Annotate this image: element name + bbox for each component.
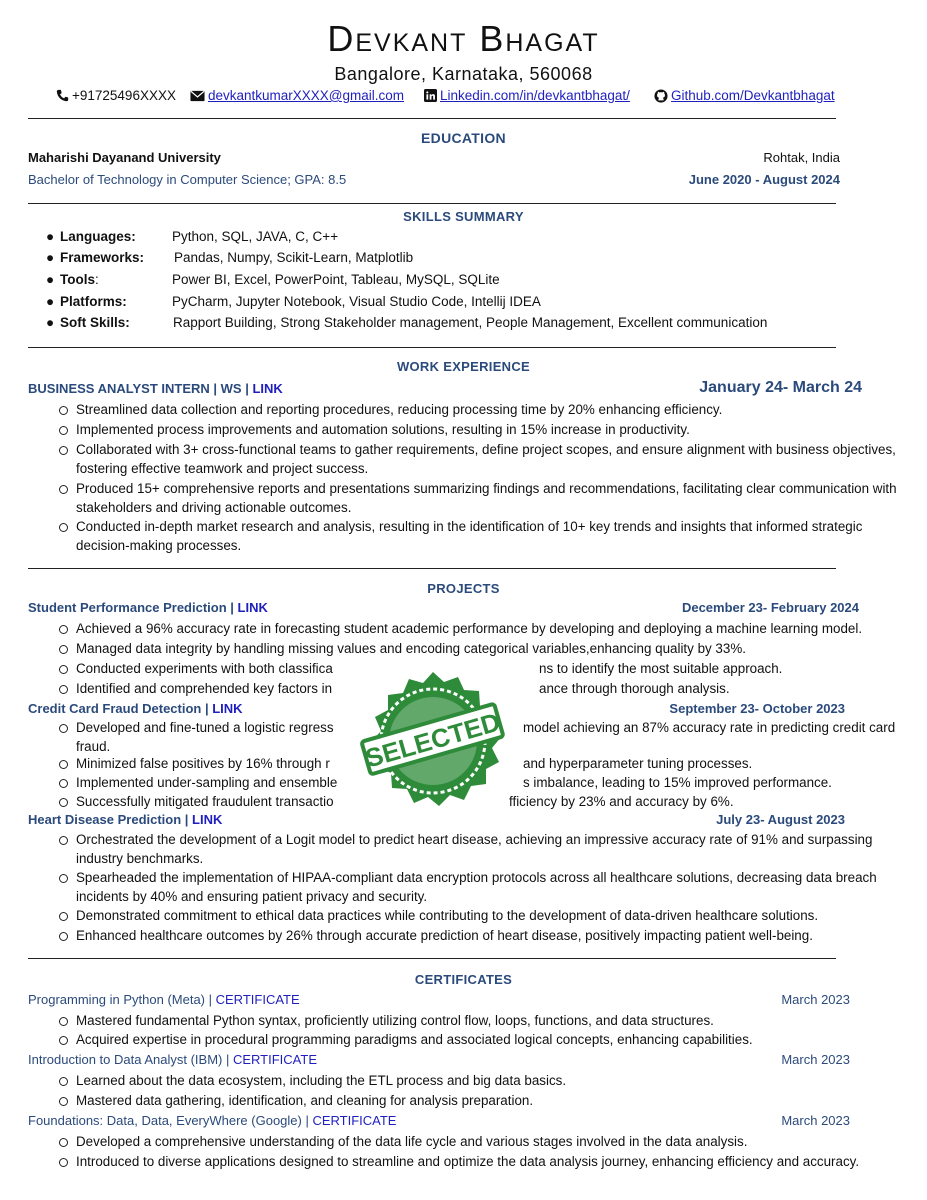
divider (28, 203, 836, 204)
envelope-icon (190, 90, 205, 102)
list-item: Conducted experiments with both classifica ns to identify the most suitable approach. (76, 660, 910, 679)
list-item: Identified and comprehended key factors in ance through thorough analysis. (76, 680, 910, 699)
certificate-link[interactable]: CERTIFICATE (232, 1052, 317, 1067)
project-dates: September 23- October 2023 (669, 701, 845, 716)
skill-label: Frameworks: (60, 250, 145, 265)
github-link[interactable]: Github.com/Devkantbhagat (671, 88, 835, 103)
list-item: Managed data integrity by handling missing values and encoding categorical variables,enhancing quality by 33%. (76, 640, 910, 659)
certificate-link[interactable]: CERTIFICATE (215, 992, 300, 1007)
list-item: Enhanced healthcare outcomes by 26% through accurate prediction of heart disease, positively impacting patient well-being. (76, 927, 910, 946)
selected-stamp (360, 670, 506, 816)
skill-label: Tools: (60, 272, 99, 287)
project-title: Heart Disease Prediction | LINK (28, 812, 223, 827)
phone-number: +91725496XXXX (72, 88, 176, 103)
list-item: Demonstrated commitment to ethical data practices while contributing to the development of data-driven healthcare solutions. (76, 907, 910, 926)
list-item: Orchestrated the development of a Logit model to predict heart disease, achieving an impressive accuracy rate of 91% and surpassing industry benchmarks. (76, 831, 910, 868)
phone-contact (56, 88, 176, 103)
linkedin-link[interactable]: Linkedin.com/in/devkantbhagat/ (440, 88, 630, 103)
github-contact[interactable] (654, 88, 835, 103)
projects-heading: PROJECTS (427, 581, 500, 596)
certificates-heading: CERTIFICATES (414, 972, 513, 987)
project-dates: December 23- February 2024 (681, 600, 859, 615)
divider (28, 958, 836, 959)
list-item: Learned about the data ecosystem, including the ETL process and big data basics. (76, 1072, 910, 1091)
education-dates: June 2020 - August 2024 (688, 172, 840, 187)
certificate-title: Introduction to Data Analyst (IBM) | CERTIFICATE (28, 1052, 317, 1067)
project-title: Student Performance Prediction | LINK (28, 600, 268, 615)
phone-icon (56, 89, 69, 102)
project-dates: July 23- August 2023 (716, 812, 845, 827)
linkedin-icon (424, 89, 437, 102)
school-location: Rohtak, India (763, 150, 840, 165)
skill-label: Platforms: (60, 294, 127, 309)
list-item: Spearheaded the implementation of HIPAA-compliant data encryption protocols across all healthcare solutions, decreasing data breach incidents by 40% and ensuring patient privacy and security. (76, 869, 910, 906)
list-item: Introduced to diverse applications designed to streamline and optimize the data analysis journey, enhancing efficiency and accuracy. (76, 1153, 910, 1172)
contact-row (56, 88, 876, 106)
work-heading: WORK EXPERIENCE (396, 359, 531, 374)
list-item: Implemented under-sampling and ensemble s imbalance, leading to 15% improved performance. (76, 774, 910, 793)
skill-label: Soft Skills: (60, 315, 130, 330)
email-link[interactable]: devkantkumarXXXX@gmail.com (208, 88, 405, 103)
project-link[interactable]: LINK (192, 812, 223, 827)
work-link[interactable]: LINK (252, 381, 283, 396)
divider (28, 568, 836, 569)
skill-label: Languages: (60, 229, 136, 244)
list-item: Streamlined data collection and reporting procedures, reducing processing time by 20% enhancing efficiency. (76, 401, 910, 420)
list-item: Acquired expertise in procedural programming paradigms and associated logical concepts, enhancing capabilities. (76, 1031, 910, 1050)
list-item: Developed a comprehensive understanding of the data life cycle and various stages involved in the data analysis. (76, 1133, 910, 1152)
education-heading: EDUCATION (421, 130, 506, 146)
list-item: Mastered data gathering, identification, and cleaning for analysis preparation. (76, 1092, 910, 1111)
list-item: Achieved a 96% accuracy rate in forecasting student academic performance by developing and deploying a machine learning model. (76, 620, 910, 639)
certificate-date: March 2023 (781, 1113, 850, 1128)
work-dates: January 24- March 24 (699, 379, 862, 396)
address: Bangalore, Karnataka, 560068 (334, 64, 593, 84)
linkedin-contact[interactable] (424, 88, 630, 103)
list-item: Developed and fine-tuned a logistic regress model achieving an 87% accuracy rate in predicting credit card fraud. (76, 719, 910, 756)
list-item: Collaborated with 3+ cross-functional teams to gather requirements, define project scopes, and ensure alignment with business objectives, fostering effective teamwork and project success. (76, 441, 910, 478)
list-item: Conducted in-depth market research and analysis, resulting in the identification of 10+ key trends and insights that informed strategic decision-making processes. (76, 518, 910, 555)
certificate-link[interactable]: CERTIFICATE (312, 1113, 397, 1128)
skill-value: Rapport Building, Strong Stakeholder management, People Management, Excellent communication (173, 315, 768, 330)
project-link[interactable]: LINK (212, 701, 243, 716)
certificate-date: March 2023 (781, 1052, 850, 1067)
email-contact[interactable] (190, 88, 404, 103)
candidate-name: Devkant Bhagat (327, 18, 600, 59)
list-item: Mastered fundamental Python syntax, proficiently utilizing control flow, loops, functions, and data structures. (76, 1012, 910, 1031)
work-role: BUSINESS ANALYST INTERN | WS | LINK (28, 381, 283, 396)
divider (28, 347, 836, 348)
list-item: Produced 15+ comprehensive reports and presentations summarizing findings and recommendations, facilitating clear communication with stakeholders and driving actionable outcomes. (76, 480, 910, 517)
stamp-text: SELECTED (361, 706, 504, 774)
skill-value: Pandas, Numpy, Scikit-Learn, Matplotlib (174, 250, 414, 265)
skills-heading: SKILLS SUMMARY (403, 209, 524, 224)
skill-value: Python, SQL, JAVA, C, C++ (172, 229, 339, 244)
degree: Bachelor of Technology in Computer Science; GPA: 8.5 (28, 172, 347, 187)
list-item: Successfully mitigated fraudulent transactio fficiency by 23% and accuracy by 6%. (76, 793, 910, 812)
list-item: Minimized false positives by 16% through r and hyperparameter tuning processes. (76, 755, 910, 774)
skill-value: PyCharm, Jupyter Notebook, Visual Studio Code, Intellij IDEA (172, 294, 541, 309)
certificate-title: Programming in Python (Meta) | CERTIFICATE (28, 992, 300, 1007)
school-name: Maharishi Dayanand University (28, 150, 221, 165)
certificate-title: Foundations: Data, Data, EveryWhere (Google) | CERTIFICATE (28, 1113, 397, 1128)
project-link[interactable]: LINK (237, 600, 268, 615)
certificate-date: March 2023 (781, 992, 850, 1007)
project-title: Credit Card Fraud Detection | LINK (28, 701, 243, 716)
list-item: Implemented process improvements and automation solutions, resulting in 15% increase in productivity. (76, 421, 910, 440)
github-icon (654, 89, 668, 103)
divider (28, 118, 836, 119)
skill-value: Power BI, Excel, PowerPoint, Tableau, MySQL, SQLite (172, 272, 500, 287)
